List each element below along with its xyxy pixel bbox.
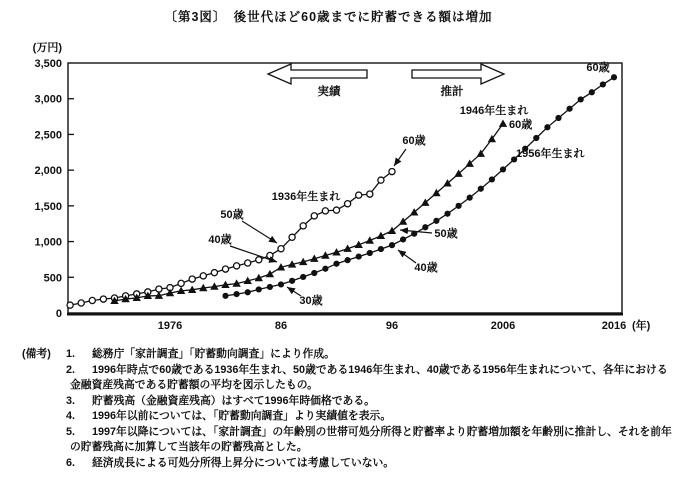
note-text: 1996年時点で60歳である1936年生まれ、50歳である1946年生まれ、40歳である1956年生まれについて、各年における金融資産残高である貯蓄額の平均を図示したもの。 [70,363,668,391]
note-number: 2. [66,363,76,376]
marker-circle-open [378,177,384,183]
marker-circle [555,115,561,121]
marker-circle-open [189,276,195,282]
notes-items [66,347,672,471]
annotation-arrow [242,221,277,243]
chart-title: 〔第3図〕 後世代ほど60歳までに貯蓄できる額は増加 [164,10,493,24]
marker-circle [544,124,550,130]
note-item-5 [66,425,672,456]
x-tick-label: 2006 [490,320,516,332]
actual-label: 実績 [317,86,341,98]
marker-circle [600,81,606,87]
marker-circle-open [200,273,206,279]
annotation-label: 30歳 [299,295,323,307]
marker-circle [578,96,584,102]
marker-circle-open [67,302,73,308]
marker-circle [234,291,240,297]
marker-circle [278,281,284,287]
marker-circle-open [300,223,306,229]
y-tick-label: 500 [43,272,62,285]
y-tick-label: 3,500 [34,58,62,70]
marker-circle-open [367,191,373,197]
marker-circle [245,289,251,295]
note-item-6 [66,456,672,472]
marker-circle-open [222,266,228,272]
marker-circle [533,135,539,141]
marker-circle-open [278,246,284,252]
note-text: 貯蓄残高（金融資産残高）はすべて1996年時価格である。 [92,394,375,407]
y-tick-label: 3,000 [34,93,62,106]
marker-circle [222,293,228,299]
marker-circle [289,278,295,284]
x-axis [158,318,651,332]
marker-circle [489,176,495,182]
notes-label: (備考) [22,348,51,360]
marker-triangle [366,236,374,243]
marker-circle-open [311,213,317,219]
marker-circle [378,246,384,252]
note-number: 6. [66,456,76,469]
marker-circle [311,270,317,276]
annotation-label: 1936年生まれ [271,191,341,203]
note-number: 3. [66,394,76,407]
marker-circle [367,250,373,256]
marker-circle-open [156,286,162,292]
marker-circle [267,284,273,290]
plot-frame [68,63,622,313]
note-item-3 [66,394,672,410]
marker-circle [389,242,395,248]
marker-circle [444,211,450,217]
annotations [208,60,609,307]
estimate-label: 推計 [440,86,464,98]
marker-circle [422,224,428,230]
y-tick-label: 1,000 [34,236,62,249]
x-tick-label: 2016 [601,320,627,332]
marker-triangle [377,232,385,239]
annotation-label: 50歳 [434,228,458,240]
x-tick-label: 96 [385,320,399,332]
marker-circle [611,74,617,80]
marker-triangle [266,270,274,277]
marker-circle-open [345,201,351,207]
annotation-label: 40歳 [414,262,438,274]
flow-arrows [268,64,504,98]
annotation-arrow [398,250,416,263]
marker-circle [467,195,473,201]
annotation-label: 60歳 [509,119,533,131]
note-text: 1997年以降については、「家計調査」の年齢別の世帯可処分所得と貯蓄率より貯蓄増加額を年齢別に推計し、それを前年の貯蓄残高に加算して当該年の貯蓄残高とした。 [70,425,672,453]
marker-circle-open [89,297,95,303]
marker-circle-open [267,252,273,258]
marker-circle-open [356,192,362,198]
marker-circle [589,89,595,95]
marker-triangle [499,120,507,127]
marker-circle [356,253,362,259]
y-tick-label: 1,500 [34,200,62,213]
note-item-4 [66,409,672,425]
marker-circle-open [234,263,240,269]
x-tick-label: 86 [274,320,288,332]
estimate-arrow-icon [412,64,504,84]
marker-circle [300,274,306,280]
annotation-label: 50歳 [220,209,244,221]
annotation-label: 40歳 [208,234,232,246]
y-tick-label: 0 [55,308,62,320]
note-text: 総務庁「家計調査」「貯蓄動向調査」により作成。 [92,348,335,360]
marker-circle [256,286,262,292]
marker-circle-open [100,296,106,302]
annotation-arrow [394,149,406,166]
notes-block [22,347,672,471]
annotation-label: 60歳 [402,135,426,147]
actual-arrow-icon [268,64,367,84]
annotation-label: 1956年生まれ [516,148,585,160]
marker-circle [322,266,328,272]
annotation-label: 60歳 [586,62,610,74]
marker-circle-open [389,168,395,174]
marker-circle-open [211,270,217,276]
marker-circle-open [256,257,262,263]
x-unit-label: (年) [632,320,651,332]
marker-circle [500,166,506,172]
marker-circle [567,106,573,112]
x-tick-label: 1976 [157,320,183,332]
marker-circle-open [178,280,184,286]
marker-circle-open [245,260,251,266]
marker-circle [433,218,439,224]
note-number: 5. [66,425,76,438]
marker-circle-open [78,300,84,306]
marker-circle [333,261,339,267]
marker-circle-open [333,207,339,213]
note-item-1 [66,347,672,363]
y-tick-label: 2,500 [34,129,62,142]
marker-circle-open [322,208,328,214]
marker-circle [400,236,406,242]
annotation-label: 1946年生まれ [459,105,529,117]
note-text: 1996年以前については、「貯蓄動向調査」より実績値を表示。 [92,410,392,422]
note-number: 4. [66,410,76,422]
note-text: 経済成長による可処分所得上昇分については考慮していない。 [92,456,395,469]
marker-circle [478,186,484,192]
marker-circle [456,203,462,209]
note-number: 1. [66,348,76,360]
note-item-2 [66,363,672,394]
marker-circle [345,257,351,263]
marker-circle-open [289,234,295,240]
y-tick-label: 2,000 [34,165,62,178]
y-unit-label: (万円) [32,42,62,54]
